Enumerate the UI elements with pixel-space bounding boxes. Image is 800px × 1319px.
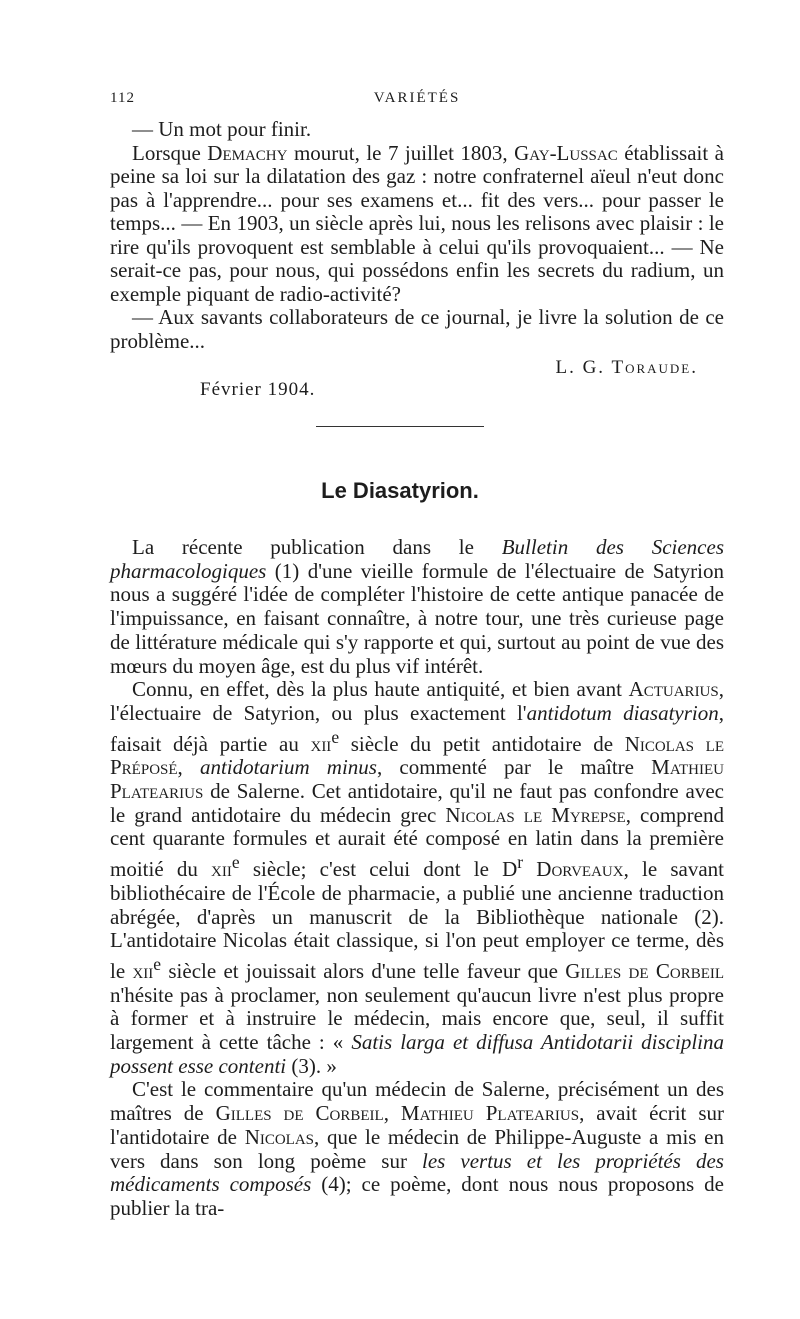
article-body xyxy=(110,536,724,1221)
paragraph xyxy=(110,678,724,1078)
text: , l'électuaire de Satyrion, ou plus exactement l' xyxy=(110,677,724,725)
author-name: Gilles de Corbeil xyxy=(565,958,725,983)
text: siècle du petit antidotaire de xyxy=(339,731,625,756)
signature-block xyxy=(110,356,724,400)
superscript: r xyxy=(517,852,524,873)
author-name: Mathieu Platearius xyxy=(110,755,724,804)
text: , comprend cent quarante formules et aurait été composé en latin dans la première moitié du xyxy=(110,802,724,882)
text: siècle; c'est celui dont le D xyxy=(239,857,518,882)
page-header xyxy=(110,90,724,114)
section-divider xyxy=(316,426,484,427)
text: (1) d'une vieille formule de l'électuaire de Satyrion nous a suggéré l'idée de compléter l'histoire de cette antique panacée de l'impuissance, en faisant connaître, à notre tour, une très curieuse page de littérature médicale qui s'y rapporte et qui, surtout au point de vue des mœurs du moyen âge, est du plus vif intérêt. xyxy=(110,558,724,678)
roman-numeral: xii xyxy=(310,731,332,756)
closing-section xyxy=(110,117,724,400)
text: — Aux savants collaborateurs de ce journal, je livre la solution de ce problème... xyxy=(110,305,724,353)
text: , que le médecin de Philippe-Auguste a mis en vers dans son long poème sur xyxy=(110,1124,724,1173)
roman-numeral: xii xyxy=(211,857,232,882)
text: (3). » xyxy=(286,1053,337,1078)
paragraph xyxy=(110,306,724,353)
text: , le savant bibliothécaire de l'École de pharmacie, a publié une ancienne traduction abrégée, d'après un manuscrit de la Bibliothèque nationale (2). L'antidotaire Nicolas était classique, si l'on peut employer ce terme, dès le xyxy=(110,857,724,983)
italic-term: antidotarium minus xyxy=(199,755,377,780)
author-name: Mathieu Platearius xyxy=(400,1101,580,1126)
text: mourut, le 7 juillet 1803, xyxy=(287,140,515,165)
text: , xyxy=(177,755,200,780)
latin-quote: Satis larga et diffusa Antidotarii disciplina possent esse contenti xyxy=(110,1030,724,1078)
author-name: Demachy xyxy=(207,140,288,165)
italic-title: les vertus et les propriétés des médicaments composés xyxy=(110,1148,724,1197)
signature: L. G. Toraude. xyxy=(555,357,698,378)
italic-title: Bulletin des Sciences pharmacologiques xyxy=(110,535,724,583)
text: Connu, en effet, dès la plus haute antiquité, et bien avant xyxy=(132,677,629,702)
paragraph xyxy=(110,118,724,142)
author-name: Nicolas le Préposé xyxy=(110,731,724,780)
superscript: e xyxy=(153,953,162,974)
paragraph xyxy=(110,1078,724,1220)
text: , faisait déjà partie au xyxy=(110,700,724,756)
author-name: Gay-Lussac xyxy=(514,140,618,165)
superscript: e xyxy=(331,726,340,747)
text: n'hésite pas à proclamer, non seulement qu'aucun livre n'est plus propre à former et à instruire le médecin, mais encore que, seul, il suffit largement à cette tâche : « xyxy=(110,982,724,1055)
article-title: Le Diasatyrion. xyxy=(321,478,479,503)
text: , commenté par le maître xyxy=(376,755,652,780)
paragraph xyxy=(110,536,724,678)
author-name: Dorveaux xyxy=(523,857,624,882)
author-name: Gilles de Corbeil xyxy=(215,1101,384,1126)
text: C'est le commentaire qu'un médecin de Salerne, précisément un des maîtres de xyxy=(110,1077,724,1126)
text: établissait à peine sa loi sur la dilatation des gaz : notre confraternel aïeul n'eut donc pas à l'apprendre... pour ses examens et... fit des vers... pour passer le temps... — En 1903, un siècle après lui, nous les relisons avec plaisir : le rire qu'ils provoquent est semblable à celui qu'ils provoquaient... — Ne serait-ce pas, pour nous, qui possédons enfin les secrets du radium, un exemple piquant de radio-activité? xyxy=(110,140,724,306)
author-name: Nicolas le Myrepse xyxy=(445,802,626,827)
text: siècle et jouissait alors d'une telle faveur que xyxy=(161,958,566,983)
text: de Salerne. Cet antidotaire, qu'il ne faut pas confondre avec le grand antidotaire du médecin grec xyxy=(110,779,724,827)
author-name: Actuarius xyxy=(628,677,719,702)
superscript: e xyxy=(231,852,240,873)
text: — Un mot pour finir. xyxy=(132,117,312,141)
roman-numeral: xii xyxy=(132,958,154,983)
text: , xyxy=(383,1101,401,1126)
date-line: Février 1904. xyxy=(200,379,316,400)
author-name: Nicolas xyxy=(244,1124,315,1149)
page-number: 112 xyxy=(110,90,135,106)
running-title: VARIÉTÉS xyxy=(373,90,461,106)
italic-term: antidotum diasatyrion xyxy=(526,700,719,725)
text: , avait écrit sur l'antidotaire de xyxy=(110,1101,725,1149)
text: La récente publication dans le xyxy=(132,535,502,559)
text: (4); ce poème, dont nous nous proposons de publier la tra- xyxy=(110,1172,725,1220)
text: Lorsque xyxy=(132,140,208,165)
paragraph xyxy=(110,142,724,307)
